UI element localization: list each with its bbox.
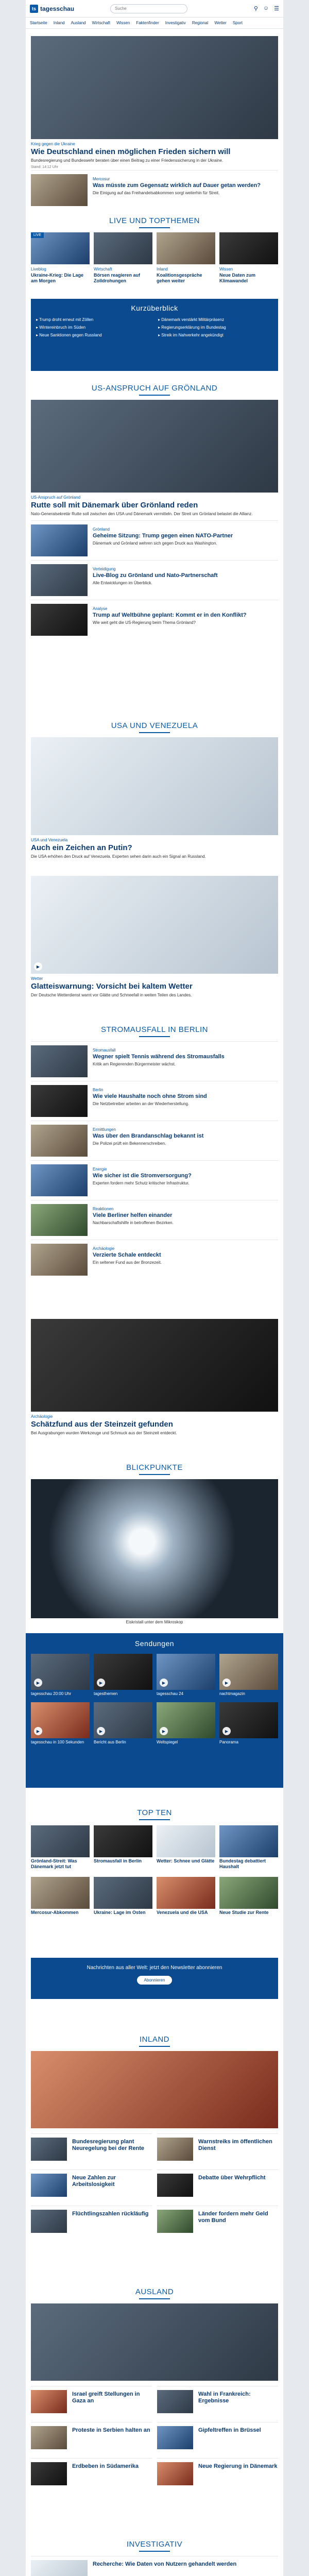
inland-lead-image[interactable] — [31, 2051, 278, 2128]
berlin-section — [26, 1025, 283, 1279]
site-header — [26, 0, 283, 18]
list-item[interactable]: Debatte über Wehrpflicht — [157, 2170, 278, 2200]
nav-item[interactable]: Regional — [192, 21, 209, 25]
secondary-teaser: Die Einigung auf das Freihandelsabkommen sorgt weiterhin für Streit. — [93, 191, 220, 196]
lead-headline[interactable]: Wie Deutschland einen möglichen Frieden sichern will — [31, 147, 231, 156]
list-item[interactable]: Neue Zahlen zur Arbeitslosigkeit — [31, 2170, 152, 2200]
find-teaser: Bei Ausgrabungen wurden Werkzeuge und Schmuck aus der Steinzeit entdeckt. — [31, 1431, 177, 1435]
find-story — [26, 1319, 283, 1436]
sendung-card[interactable]: ▶ Weltspiegel — [157, 1702, 215, 1744]
list-item[interactable]: Warnstreiks im öffentlichen Dienst — [157, 2133, 278, 2164]
venezuela-image[interactable] — [31, 737, 278, 835]
kurz-title: Kurzüberblick — [131, 304, 178, 312]
sendung-card[interactable]: ▶ tagesschau in 100 Sekunden — [31, 1702, 90, 1744]
live-card[interactable]: Wirtschaft Börsen reagieren auf Zolldrohungen — [94, 232, 152, 284]
kurz-item[interactable]: ▸ Wintereinbruch im Süden — [36, 325, 86, 330]
find-image[interactable] — [31, 1319, 278, 1412]
greenland-title: US-ANSPRUCH AUF GRÖNLAND — [31, 384, 278, 396]
nav-item[interactable]: Startseite — [30, 21, 47, 25]
nav-item[interactable]: Investigativ — [165, 21, 186, 25]
list-item[interactable]: Neue Regierung in Dänemark — [157, 2458, 278, 2489]
investigativ-title: INVESTIGATIV — [31, 2540, 278, 2552]
lead-story[interactable] — [26, 36, 283, 169]
play-icon[interactable]: ▶ — [34, 962, 42, 971]
kurz-item[interactable]: ▸ Neue Sanktionen gegen Russland — [36, 333, 102, 337]
secondary-image[interactable] — [31, 174, 88, 206]
greenland-section — [26, 384, 283, 639]
logo[interactable] — [30, 5, 74, 13]
topten-card[interactable]: Bundestag debattiert Haushalt — [219, 1825, 278, 1870]
sendung-card[interactable]: ▶ Panorama — [219, 1702, 278, 1744]
weather-headline[interactable]: Glatteiswarnung: Vorsicht bei kaltem Wetter — [31, 982, 193, 991]
venezuela-section — [26, 721, 283, 860]
venezuela-title: USA UND VENEZUELA — [31, 721, 278, 733]
list-item[interactable]: Analyse Trump auf Weltbühne geplant: Kommt er in den Konflikt? Wie weit geht die US-Regierung beim Thema Grönland? — [31, 600, 278, 639]
sendung-card[interactable]: ▶ tagesthemen — [94, 1654, 152, 1696]
ausland-title: AUSLAND — [31, 2287, 278, 2299]
list-item[interactable]: Recherche: Wie Daten von Nutzern gehandelt werden — [31, 2556, 278, 2576]
sendung-card[interactable]: ▶ tagesschau 20:00 Uhr — [31, 1654, 90, 1696]
venezuela-teaser: Die USA erhöhen den Druck auf Venezuela. Experten sehen darin auch ein Signal an Russland. — [31, 854, 206, 859]
greenland-teaser: Nato-Generalsekretär Rutte soll zwischen den USA und Dänemark vermitteln. Der Streit um Grönland belastet die Allianz. — [31, 512, 253, 516]
nav-item[interactable]: Ausland — [71, 21, 86, 25]
nav-item[interactable]: Wissen — [116, 21, 130, 25]
list-item[interactable]: Ermittlungen Was über den Brandanschlag bekannt ist Die Polizei prüft ein Bekennerschreiben. — [31, 1121, 278, 1160]
kurz-item[interactable]: ▸ Regierungserklärung im Bundestag — [158, 325, 226, 330]
lead-meta: Stand: 14:12 Uhr — [31, 165, 58, 169]
main-nav — [26, 18, 283, 29]
weather-image[interactable] — [31, 876, 278, 974]
blickpunkte-title: BLICKPUNKTE — [31, 1463, 278, 1475]
nav-item[interactable]: Inland — [53, 21, 65, 25]
venezuela-topline: USA und Venezuela — [31, 838, 68, 842]
list-item[interactable]: Verteidigung Live-Blog zu Grönland und Nato-Partnerschaft Alle Entwicklungen im Überblick. — [31, 560, 278, 600]
list-item[interactable]: Flüchtlingszahlen rückläufig — [31, 2206, 152, 2236]
inland-section — [26, 2035, 283, 2236]
topten-section — [26, 1808, 283, 1915]
nav-item[interactable]: Wetter — [214, 21, 227, 25]
greenland-lead-image[interactable] — [31, 400, 278, 493]
list-item[interactable]: Reaktionen Viele Berliner helfen einander Nachbarschaftshilfe in betroffenen Bezirken. — [31, 1200, 278, 1240]
berlin-title: STROMAUSFALL IN BERLIN — [31, 1025, 278, 1037]
newsletter-button[interactable]: Abonnieren — [137, 1976, 173, 1985]
topten-card[interactable]: Grönland-Streit: Was Dänemark jetzt tut — [31, 1825, 90, 1870]
list-item[interactable]: Grönland Geheime Sitzung: Trump gegen einen NATO-Partner Dänemark und Grönland wehren sich gegen Druck aus Washington. — [31, 520, 278, 560]
nav-item[interactable]: Faktenfinder — [136, 21, 159, 25]
greenland-topline: US-Anspruch auf Grönland — [31, 495, 81, 500]
sendung-card[interactable]: ▶ tagesschau 24 — [157, 1654, 215, 1696]
find-headline[interactable]: Schätzfund aus der Steinzeit gefunden — [31, 1420, 173, 1429]
topten-card[interactable]: Wetter: Schnee und Glätte — [157, 1825, 215, 1870]
list-item[interactable]: Erdbeben in Südamerika — [31, 2458, 152, 2489]
weather-teaser: Der Deutsche Wetterdienst warnt vor Glätte und Schneefall in weiten Teilen des Landes. — [31, 993, 192, 997]
secondary-headline[interactable]: Was müsste zum Gegensatz wirklich auf Dauer getan werden? — [93, 182, 261, 189]
live-card[interactable]: Wissen Neue Daten zum Klimawandel — [219, 232, 278, 284]
sendung-card[interactable]: ▶ Bericht aus Berlin — [94, 1702, 152, 1744]
newsletter-text: Nachrichten aus aller Welt: jetzt den Newsletter abonnieren — [87, 1965, 222, 1971]
secondary-story[interactable] — [26, 170, 283, 210]
live-section — [26, 216, 283, 284]
find-topline: Archäologie — [31, 1414, 53, 1419]
search-icon[interactable]: ⚲ — [253, 6, 258, 12]
list-item[interactable]: Länder fordern mehr Geld vom Bund — [157, 2206, 278, 2236]
topten-card[interactable]: Mercosur-Abkommen — [31, 1877, 90, 1916]
inland-title: INLAND — [31, 2035, 278, 2047]
list-item[interactable]: Wahl in Frankreich: Ergebnisse — [157, 2386, 278, 2417]
ausland-lead-image[interactable] — [31, 2303, 278, 2381]
investigativ-section — [26, 2540, 283, 2576]
topten-card[interactable]: Stromausfall in Berlin — [94, 1825, 152, 1870]
nav-item[interactable]: Sport — [232, 21, 243, 25]
venezuela-headline[interactable]: Auch ein Zeichen an Putin? — [31, 843, 132, 852]
live-card[interactable]: Inland Koalitionsgespräche gehen weiter — [157, 232, 215, 284]
topten-card[interactable]: Neue Studie zur Rente — [219, 1877, 278, 1916]
topten-card[interactable]: Venezuela und die USA — [157, 1877, 215, 1916]
search-input[interactable] — [110, 4, 187, 13]
weather-topline: Wetter — [31, 976, 43, 981]
blickpunkte-caption: Eiskristall unter dem Mikroskop — [126, 1620, 183, 1624]
logo-text: tagesschau — [40, 5, 75, 12]
lead-topline: Krieg gegen die Ukraine — [31, 142, 75, 146]
live-card[interactable]: LIVE Liveblog Ukraine-Krieg: Die Lage am Morgen — [31, 232, 90, 284]
nav-item[interactable]: Wirtschaft — [92, 21, 111, 25]
logo-mark-icon: ts — [30, 5, 38, 13]
kurzueberblick-box — [31, 299, 278, 371]
list-item[interactable]: Energie Wie sicher ist die Stromversorgung? Experten fordern mehr Schutz kritischer Infrastruktur. — [31, 1160, 278, 1200]
weather-story — [26, 876, 283, 998]
user-icon[interactable]: ☺ — [263, 5, 269, 11]
list-item[interactable]: Archäologie Verzierte Schale entdeckt Ein seltener Fund aus der Bronzezeit. — [31, 1240, 278, 1279]
sendungen-title: Sendungen — [134, 1639, 175, 1648]
newsletter-box — [31, 1958, 278, 1999]
greenland-headline[interactable]: Rutte soll mit Dänemark über Grönland reden — [31, 501, 198, 510]
live-section-title: LIVE UND TOPTHEMEN — [31, 216, 278, 228]
lead-teaser: Bundesregierung und Bundeswehr beraten über einen Beitrag zu einer Friedenssicherung in der Ukraine. — [31, 158, 224, 163]
list-item[interactable]: Berlin Wie viele Haushalte noch ohne Strom sind Die Netzbetreiber arbeiten an der Wiederherstellung. — [31, 1081, 278, 1121]
content-column — [26, 0, 283, 2576]
secondary-topline: Mercosur — [93, 177, 110, 181]
sendungen-section — [26, 1633, 283, 1788]
lead-image[interactable] — [31, 36, 278, 139]
topten-card[interactable]: Ukraine: Lage im Osten — [94, 1877, 152, 1916]
list-item[interactable]: Proteste in Serbien halten an — [31, 2422, 152, 2453]
kurz-item[interactable]: ▸ Trump droht erneut mit Zöllen — [36, 317, 94, 322]
list-item[interactable]: Gipfeltreffen in Brüssel — [157, 2422, 278, 2453]
list-item[interactable]: Stromausfall Wegner spielt Tennis während des Stromausfalls Kritik am Regierenden Bürgermeister wächst. — [31, 1041, 278, 1081]
blickpunkte-section — [26, 1463, 283, 1625]
blickpunkte-image[interactable] — [31, 1479, 278, 1618]
topten-title: TOP TEN — [31, 1808, 278, 1820]
kurz-item[interactable]: ▸ Streik im Nahverkehr angekündigt — [158, 333, 224, 337]
list-item[interactable]: Israel greift Stellungen in Gaza an — [31, 2386, 152, 2417]
ausland-section — [26, 2287, 283, 2489]
menu-icon[interactable]: ☰ — [274, 6, 279, 12]
kurz-item[interactable]: ▸ Dänemark verstärkt Militärpräsenz — [158, 317, 225, 322]
sendung-card[interactable]: ▶ nachtmagazin — [219, 1654, 278, 1696]
list-item[interactable]: Bundesregierung plant Neuregelung bei der Rente — [31, 2133, 152, 2164]
